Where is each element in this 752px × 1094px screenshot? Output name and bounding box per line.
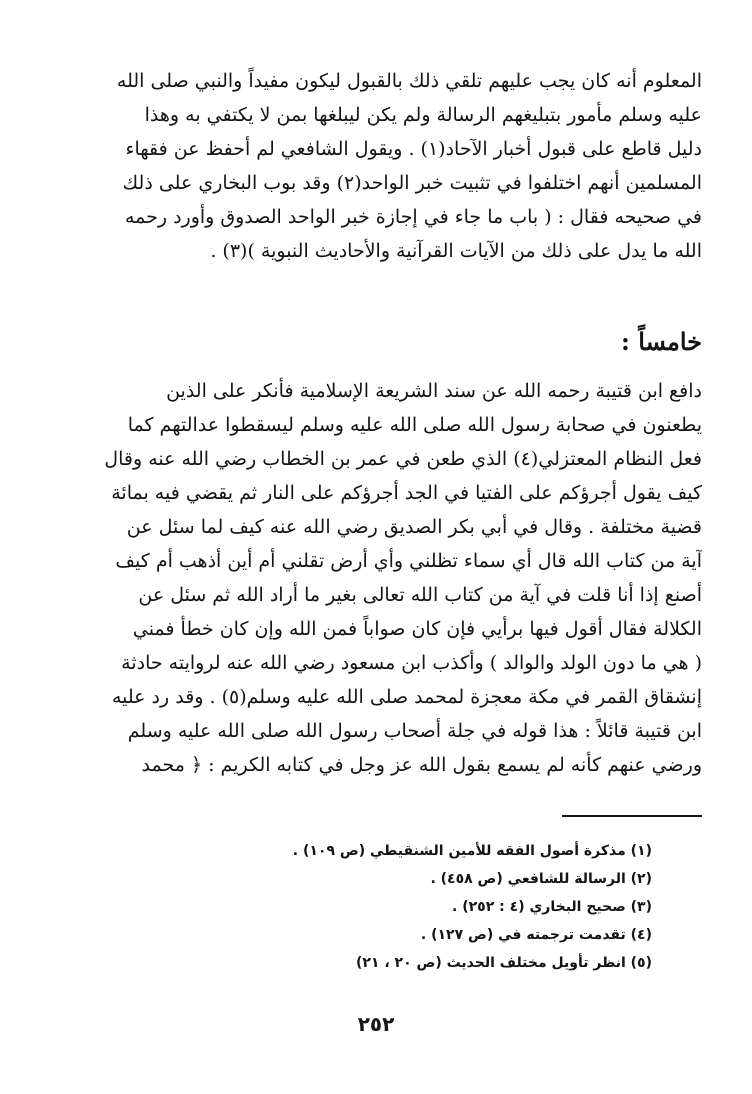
paragraph-2-line: ابن قتيبة قائلاً : هذا قوله في جلة أصحاب رسول الله صلى الله عليه وسلم xyxy=(127,720,702,742)
paragraph-2-line: يطعنون في صحابة رسول الله صلى الله عليه وسلم ليسقطوا عدالتهم كما xyxy=(127,414,702,436)
paragraph-1-line: في صحيحه فقال : ( باب ما جاء في إجازة خبر الواحد الصدوق وأورد رحمه xyxy=(124,206,702,228)
footnote-item: (٤) تقدمت ترجمته في (ص ١٢٧) . xyxy=(420,927,652,943)
paragraph-2-line: دافع ابن قتيبة رحمه الله عن سند الشريعة الإسلامية فأنكر على الذين xyxy=(166,380,702,402)
paragraph-1-line: دليل قاطع على قبول أخبار الآحاد(١) . ويقول الشافعي لم أحفظ عن فقهاء xyxy=(125,138,702,160)
section-heading: خامساً : xyxy=(621,327,702,356)
footnote-item: (٥) انظر تأويل مختلف الحديث (ص ٢٠ ، ٢١) xyxy=(355,955,652,971)
paragraph-2-line: ورضي عنهم كأنه لم يسمع بقول الله عز وجل في كتابه الكريم : ﴿ محمد xyxy=(141,754,702,776)
footnote-divider xyxy=(562,815,702,817)
page-number: ٢٥٢ xyxy=(357,1012,395,1036)
paragraph-2-line: ( هي ما دون الولد والوالد ) وأكذب ابن مسعود رضي الله عنه لروايته حادثة xyxy=(121,652,702,674)
footnote-item: (٢) الرسالة للشافعي (ص ٤٥٨) . xyxy=(430,871,652,887)
paragraph-1 xyxy=(50,64,702,274)
paragraph-2 xyxy=(50,374,702,794)
paragraph-2-line: قضية مختلفة . وقال في أبي بكر الصديق رضي الله عنه كيف لما سئل عن xyxy=(126,516,702,538)
paragraph-1-line: الله ما يدل على ذلك من الآيات القرآنية والأحاديث النبوية )(٣) . xyxy=(210,240,702,262)
paragraph-2-line: آية من كتاب الله قال أي سماء تظلني وأي أرض تقلني أم أين أذهب أم كيف xyxy=(115,550,702,572)
paragraph-1-line: المعلوم أنه كان يجب عليهم تلقي ذلك بالقبول ليكون مفيداً والنبي صلى الله xyxy=(116,70,702,92)
paragraph-1-line: عليه وسلم مأمور بتبليغهم الرسالة ولم يكن ليبلغها بمن لا يكتفي به وهذا xyxy=(144,104,702,126)
paragraph-2-line: إنشقاق القمر في مكة معجزة لمحمد صلى الله عليه وسلم(٥) . وقد رد عليه xyxy=(111,686,702,708)
paragraph-2-line: الكلالة فقال أقول فيها برأيي فإن كان صواباً فمن الله وإن كان خطأ فمني xyxy=(132,618,702,640)
paragraph-1-line: المسلمين أنهم اختلفوا في تثبيت خبر الواحد(٢) وقد بوب البخاري على ذلك xyxy=(122,172,702,194)
paragraph-2-line: كيف يقول أجرؤكم على الفتيا في الجد أجرؤكم على النار ثم يقضي فيه بمائة xyxy=(111,482,702,504)
footnote-item: (١) مذكرة أصول الفقه للأمين الشنقيطي (ص ١٠٩) . xyxy=(292,843,652,859)
paragraph-2-line: فعل النظام المعتزلي(٤) الذي طعن في عمر بن الخطاب رضي الله عنه وقال xyxy=(104,448,702,470)
paragraph-2-line: أصنع إذا أنا قلت في آية من كتاب الله تعالى بغير ما أراد الله ثم سئل عن xyxy=(138,584,702,606)
footnote-item: (٣) صحيح البخاري (٤ : ٢٥٢) . xyxy=(452,899,652,915)
